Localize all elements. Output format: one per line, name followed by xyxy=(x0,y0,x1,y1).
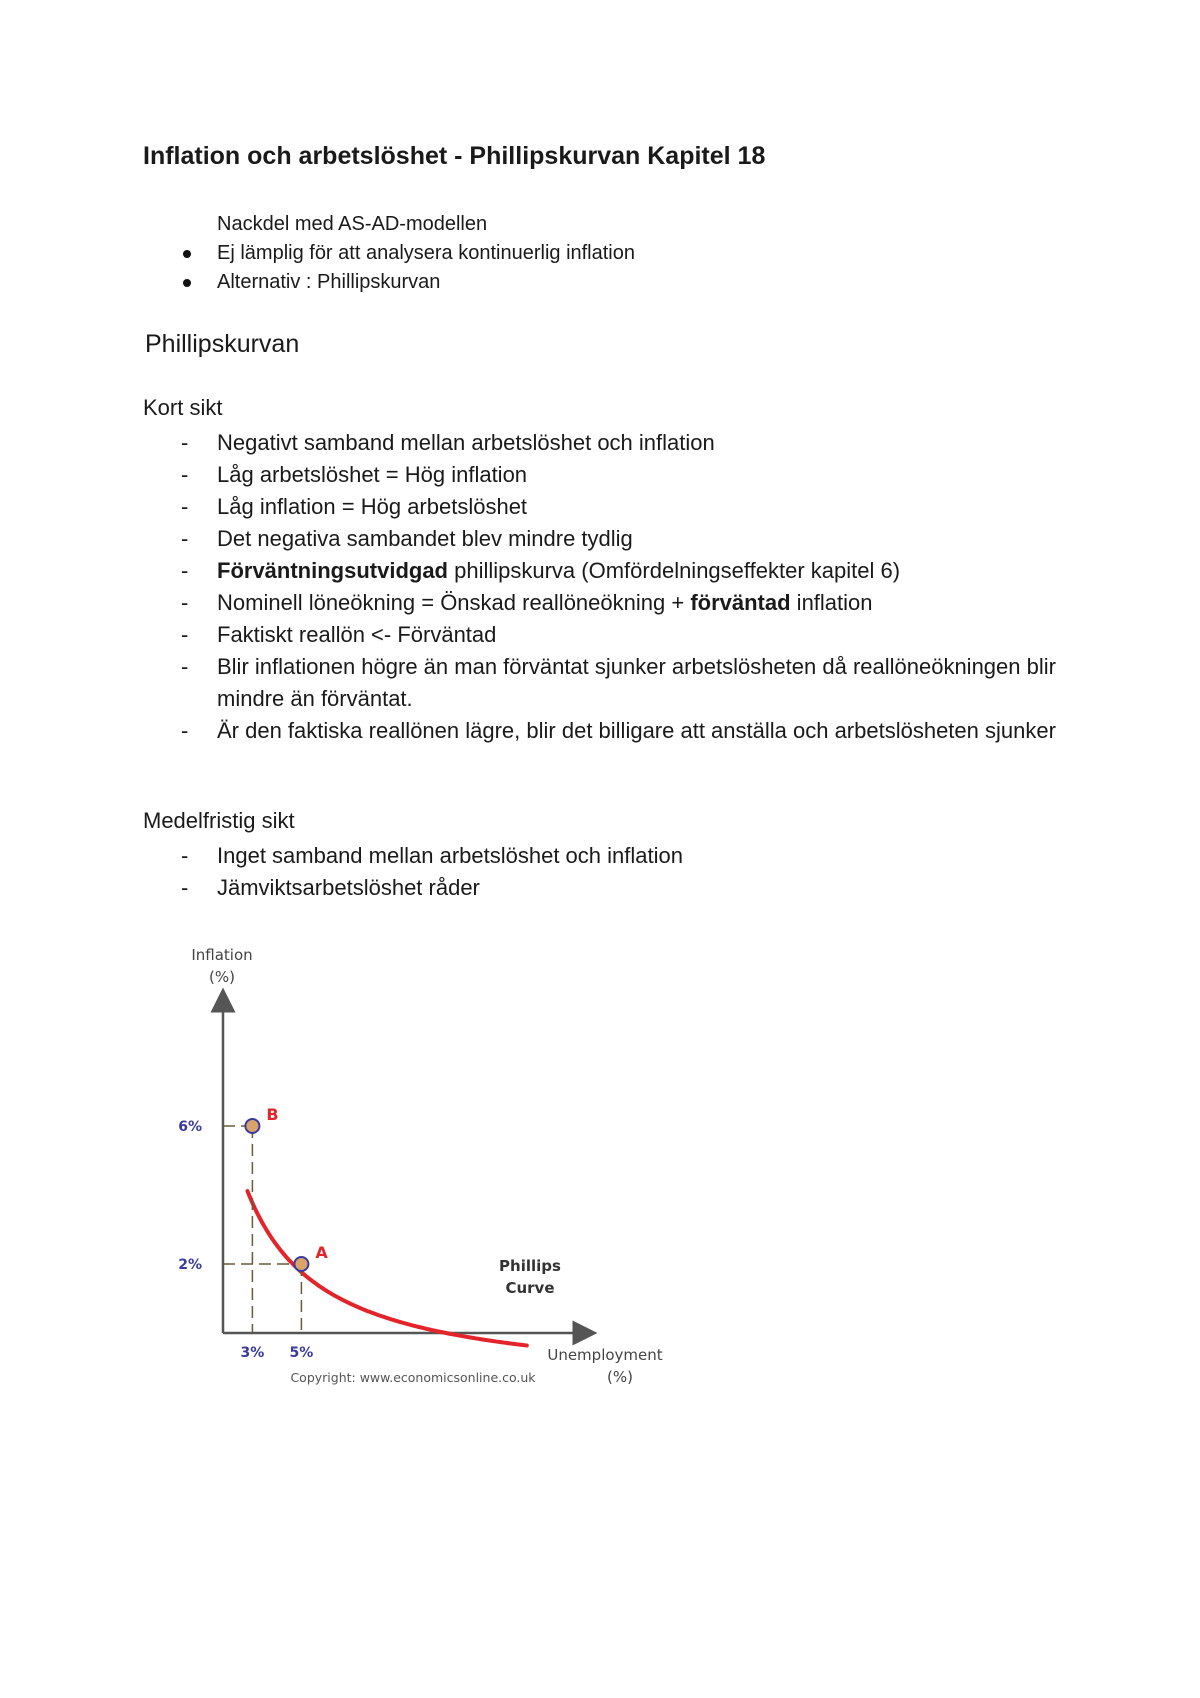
dash-bullet: - xyxy=(181,430,189,455)
list-item xyxy=(143,651,1083,715)
x-axis-title: Unemployment xyxy=(547,1346,663,1364)
curve-label: Phillips xyxy=(499,1257,561,1275)
intro-bullet-text: Alternativ : Phillipskurvan xyxy=(217,271,441,293)
list-item-text: Negativt samband mellan arbetslöshet och inflation xyxy=(217,430,715,455)
curve-label: Curve xyxy=(505,1279,555,1297)
list-item-text: inflation xyxy=(790,590,873,615)
intro-block xyxy=(143,210,1043,297)
list-item xyxy=(143,555,1083,587)
intro-lead xyxy=(143,210,1043,239)
list-item-text: Inget samband mellan arbetslöshet och inflation xyxy=(217,843,683,868)
list-item-text: Nominell löneökning = Önskad reallöneökning + xyxy=(217,590,691,615)
dash-bullet: - xyxy=(181,590,189,615)
list-item xyxy=(143,715,1083,747)
dash-bullet: - xyxy=(181,622,189,647)
bullet-icon xyxy=(183,250,191,258)
list-item-text: phillipskurva (Omfördelningseffekter kapitel 6) xyxy=(448,558,901,583)
point-label-b: B xyxy=(266,1105,279,1124)
dash-bullet: - xyxy=(181,526,189,551)
dash-bullet: - xyxy=(181,462,189,487)
list-item-text: Det negativa sambandet blev mindre tydlig xyxy=(217,526,633,551)
list-item xyxy=(143,427,1083,459)
section-heading: Phillipskurvan xyxy=(145,330,300,358)
copyright-text: Copyright: www.economicsonline.co.uk xyxy=(290,1370,536,1385)
point-label-a: A xyxy=(315,1243,328,1262)
phillips-curve-chart xyxy=(160,925,700,1395)
intro-bullet-item xyxy=(143,268,1043,297)
list-item-bold-text: Förväntningsutvidgad xyxy=(217,558,448,583)
list-item xyxy=(143,840,1083,872)
y-axis-title: (%) xyxy=(209,968,235,986)
list-item xyxy=(143,619,1083,651)
phillips-curve-line xyxy=(248,1191,527,1345)
list-item-bold-text: förväntad xyxy=(690,590,791,615)
intro-bullet-item xyxy=(143,239,1043,268)
page-title: Inflation och arbetslöshet - Phillipskurvan Kapitel 18 xyxy=(143,142,766,170)
list-item-text: Låg inflation = Hög arbetslöshet xyxy=(217,494,528,519)
dash-bullet: - xyxy=(181,875,189,900)
x-tick-label: 5% xyxy=(289,1345,314,1361)
list-item xyxy=(143,459,1083,491)
data-point-b xyxy=(245,1119,259,1133)
short-term-list xyxy=(143,427,1083,747)
intro-bullet-text: Ej lämplig för att analysera kontinuerlig inflation xyxy=(217,242,635,264)
bullet-icon xyxy=(183,279,191,287)
list-item xyxy=(143,523,1083,555)
list-item-text: Blir inflationen högre än man förväntat sjunker arbetslösheten då reallöneökningen blir mindre än förväntat. xyxy=(217,654,1056,711)
short-term-heading: Kort sikt xyxy=(143,395,223,420)
dash-bullet: - xyxy=(181,654,189,679)
list-item-text: Låg arbetslöshet = Hög inflation xyxy=(217,462,528,487)
list-item-text: Är den faktiska reallönen lägre, blir det billigare att anställa och arbetslösheten sjunker xyxy=(217,718,1056,743)
list-item xyxy=(143,491,1083,523)
dash-bullet: - xyxy=(181,558,189,583)
list-item xyxy=(143,872,1083,904)
dash-bullet: - xyxy=(181,494,189,519)
data-point-a xyxy=(294,1257,308,1271)
y-tick-label: 6% xyxy=(178,1119,202,1135)
dash-bullet: - xyxy=(181,718,189,743)
list-item-text: Faktiskt reallön <- Förväntad xyxy=(217,622,497,647)
intro-lead-text: Nackdel med AS-AD-modellen xyxy=(217,213,488,235)
medium-term-heading: Medelfristig sikt xyxy=(143,808,295,833)
x-axis-title: (%) xyxy=(607,1368,633,1386)
y-axis-title: Inflation xyxy=(191,946,253,964)
medium-term-list xyxy=(143,840,1083,904)
y-tick-label: 2% xyxy=(178,1257,202,1273)
dash-bullet: - xyxy=(181,843,189,868)
x-tick-label: 3% xyxy=(240,1345,265,1361)
list-item xyxy=(143,587,1083,619)
list-item-text: Jämviktsarbetslöshet råder xyxy=(217,875,480,900)
